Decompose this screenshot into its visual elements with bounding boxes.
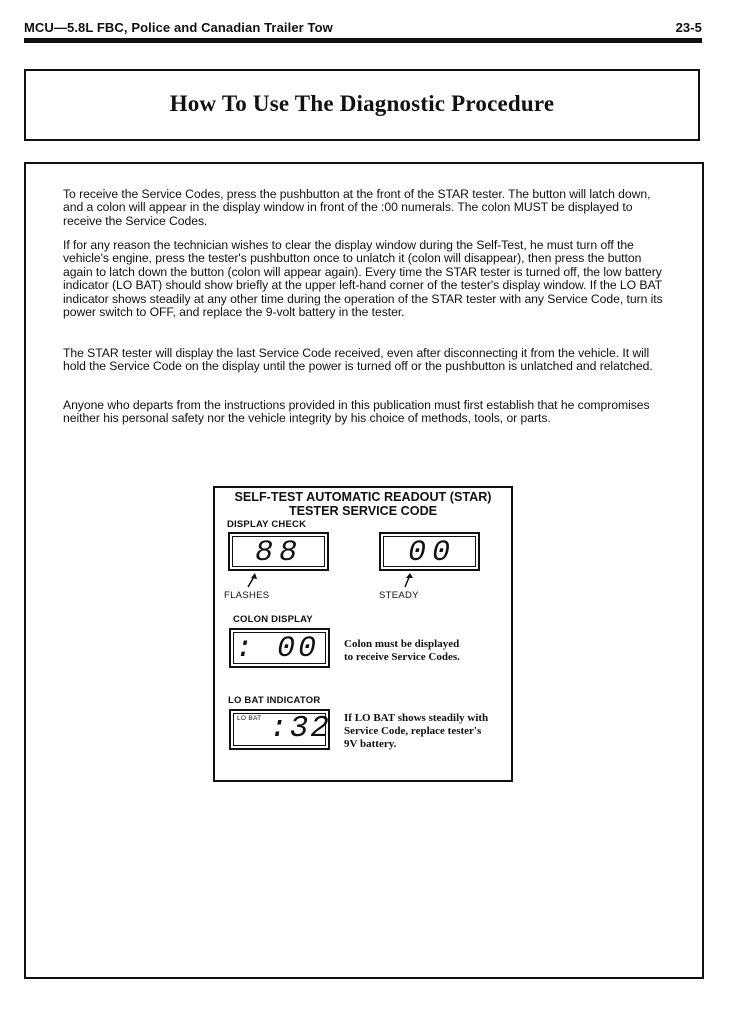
lo-bat-note: If LO BAT shows steadily with Service Code, replace tester's 9V battery.	[344, 712, 489, 750]
lo-bat-label: LO BAT INDICATOR	[228, 695, 321, 706]
steady-readout: 00	[408, 536, 457, 570]
header-page-number: 23-5	[675, 20, 702, 35]
figure-title-line1: SELF-TEST AUTOMATIC READOUT (STAR)	[234, 490, 492, 504]
page-title: How To Use The Diagnostic Procedure	[169, 91, 555, 116]
header-section-title: MCU—5.8L FBC, Police and Canadian Trailer Tow	[24, 20, 333, 35]
paragraph-caution: Anyone who departs from the instructions provided in this publication must first establish that he compromises neither his personal safety nor the vehicle integrity by his choice of methods, tools, or parts.	[63, 398, 650, 426]
lo-bat-indicator: LO BAT	[237, 715, 262, 722]
paragraph-clear-display: If for any reason the technician wishes to clear the display window during the Self-Test, he must turn off the vehicle's engine, press the tester's pushbutton once to unlatch it (colon will disappear), then press the button again to latch down the button (colon will appear again). Every time the STAR tester is turned off, the low battery indicator (LO BAT) should show briefly at the upper left-hand corner of the tester's display window. If the LO BAT indicator shows steadily at any other time during the operation of the STAR tester with any Service Code, turn its power switch to OFF, and replace the 9-volt battery in the tester.	[63, 238, 663, 320]
steady-caption: STEADY	[379, 590, 419, 601]
star-tester-figure	[213, 486, 513, 782]
display-check-flashing-window	[228, 532, 329, 571]
colon-display-label: COLON DISPLAY	[233, 614, 313, 625]
content-box	[24, 162, 704, 979]
lo-bat-window	[229, 709, 330, 750]
title-box	[24, 69, 700, 141]
header-rule	[24, 38, 702, 43]
flashes-caption: FLASHES	[224, 590, 270, 601]
running-header	[24, 16, 702, 38]
colon-readout: : 00	[235, 632, 320, 666]
paragraph-service-codes: To receive the Service Codes, press the pushbutton at the front of the STAR tester. The button will latch down, and a colon will appear in the display window in front of the :00 numerals. The colon MUST be displayed to receive the Service Codes.	[63, 187, 651, 228]
colon-note: Colon must be displayed to receive Service Codes.	[344, 638, 460, 663]
display-check-label: DISPLAY CHECK	[227, 519, 307, 530]
flashing-readout: 88	[255, 536, 304, 570]
figure-title-line2: TESTER SERVICE CODE	[288, 504, 438, 518]
flashes-arrow-icon	[245, 572, 259, 588]
display-check-steady-window	[379, 532, 480, 571]
colon-display-window	[229, 628, 330, 668]
lo-bat-readout: :32	[269, 711, 331, 746]
paragraph-last-code: The STAR tester will display the last Service Code received, even after disconnecting it from the vehicle. It will hold the Service Code on the display until the power is turned off or the pushbutton is unlatched and relatched.	[63, 346, 653, 374]
steady-arrow-icon	[401, 572, 415, 588]
